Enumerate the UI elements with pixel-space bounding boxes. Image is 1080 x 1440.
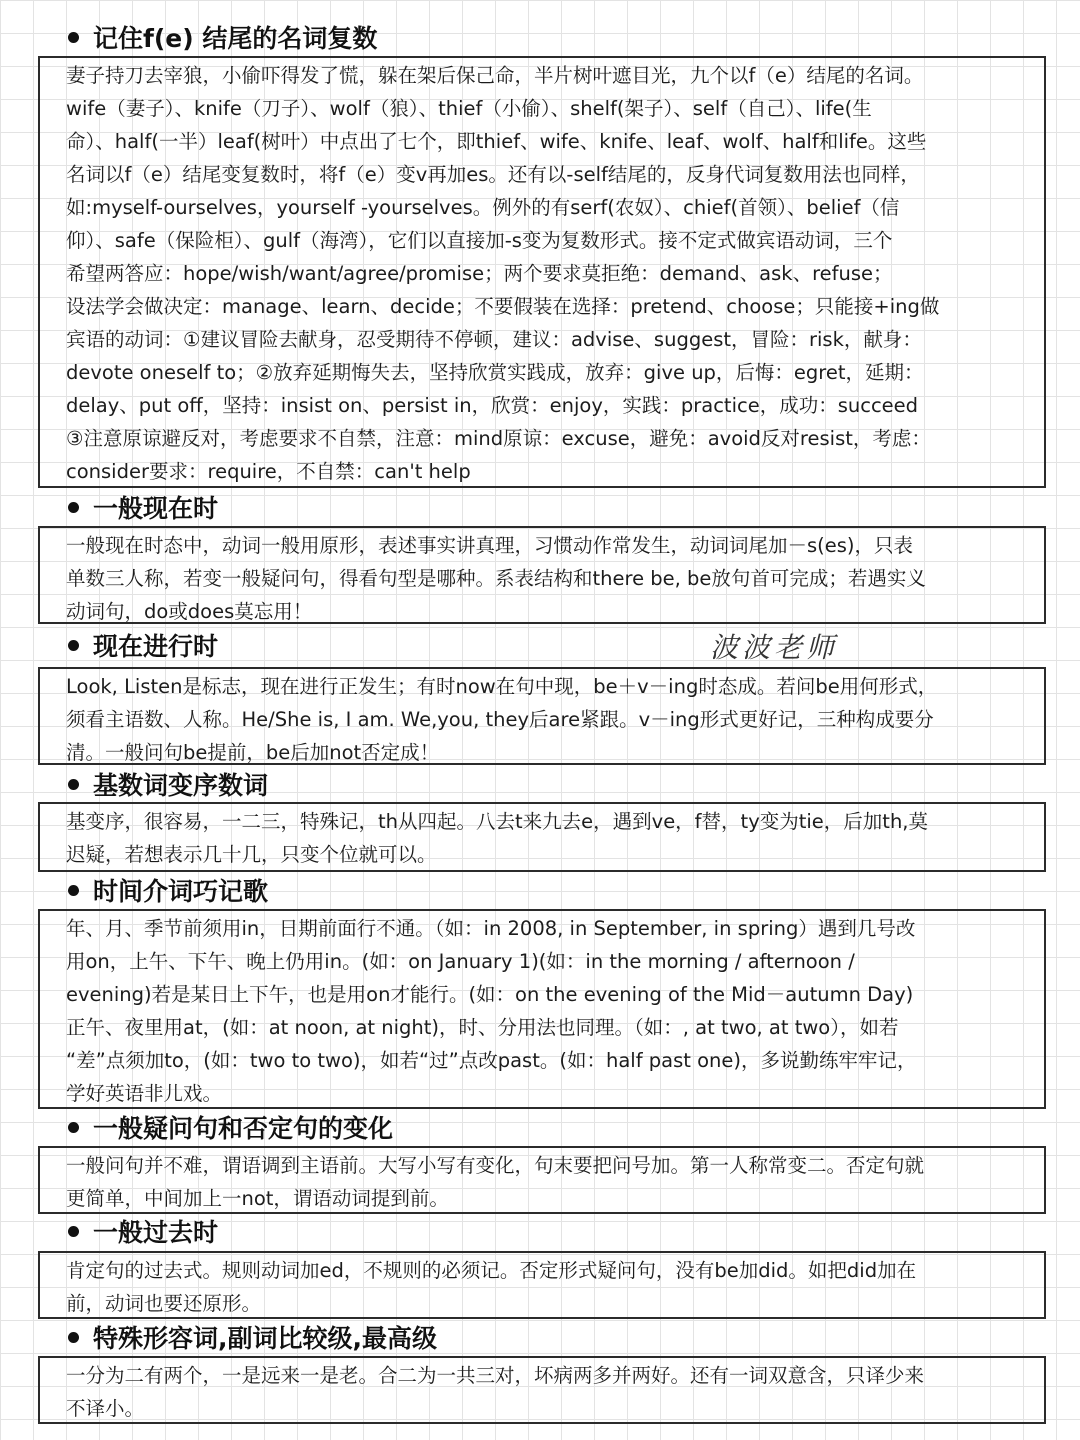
text-line: 单数三人称，若变一般疑问句，得看句型是哪种。系表结构和there be, be放句首可完成；若遇实义 (66, 567, 926, 590)
text-line: 一般问句并不难，谓语调到主语前。大写小写有变化，句末要把问号加。第一人称常变二。否定句就 (66, 1154, 925, 1177)
bullet-icon (68, 32, 79, 43)
section-title-text: 基数词变序数词 (93, 771, 269, 800)
section-title-ordinal-numbers (68, 766, 268, 802)
text-line: devote oneself to；②放弃延期悔失去，坚持欣赏实践成，放弃：give up，后悔：egret，延期： (66, 361, 924, 384)
text-line: 正午、夜里用at，(如：at noon, at night)，时、分用法也同理。（如：, at two, at two），如若 (66, 1016, 899, 1039)
text-line: 如:myself-ourselves，yourself -yourselves。例外的有serf(农奴）、chief(首领）、belief（信 (66, 196, 900, 219)
section-title-text: 特殊形容词,副词比较级,最高级 (93, 1324, 437, 1353)
section-box-comparatives (38, 1356, 1046, 1424)
bullet-icon (68, 502, 79, 513)
text-line: 须看主语数、人称。He/She is, I am. We,you, they后are紧跟。v－ing形式更好记，三种构成要分 (66, 708, 934, 731)
text-line: 基变序，很容易，一二三，特殊记，th从四起。八去t来九去e，遇到ve，f替，ty变为tie，后加th,莫 (66, 810, 928, 833)
section-title-text: 记住f(e) 结尾的名词复数 (93, 24, 378, 53)
section-title-text: 现在进行时 (93, 632, 219, 661)
text-line: 清。一般问句be提前，be后加not否定成！ (66, 741, 440, 764)
text-line: 妻子持刀去宰狼，小偷吓得发了慌，躲在架后保己命，半片树叶遮目光，九个以f（e）结尾的名词。 (66, 64, 924, 87)
bullet-icon (68, 1122, 79, 1133)
bullet-icon (68, 1332, 79, 1343)
text-line: evening)若是某日上下午，也是用on才能行。(如：on the evening of the Mid－autumn Day) (66, 983, 914, 1006)
section-box-time-prepositions (38, 909, 1046, 1109)
section-title-questions-negatives (68, 1109, 393, 1145)
text-line: 不译小。 (66, 1397, 145, 1420)
section-box-present-continuous (38, 667, 1046, 765)
text-line: “差”点须加to，(如：two to two)，如若“过”点改past。(如：half past one)，多说勤练牢牢记， (66, 1049, 917, 1072)
text-line: 一分为二有两个，一是远来一是老。合二为一共三对，坏病两多并两好。还有一词双意含，只译少来 (66, 1364, 925, 1387)
text-line: 更简单，中间加上一not，谓语动词提到前。 (66, 1187, 449, 1210)
text-line: Look, Listen是标志，现在进行正发生；有时now在句中现，be＋v－ing时态成。若问be用何形式， (66, 675, 938, 698)
section-title-f-plural (68, 19, 377, 55)
text-line: 用on，上午、下午、晚上仍用in。(如：on January 1)(如：in the morning / afternoon / (66, 950, 855, 973)
section-title-text: 一般疑问句和否定句的变化 (93, 1114, 394, 1143)
text-line: 动词句，do或does莫忘用！ (66, 600, 313, 623)
text-line: 仰）、safe（保险柜）、gulf（海湾），它们以直接加-s变为复数形式。接不定式做宾语动词，三个 (66, 229, 893, 252)
text-line: 前，动词也要还原形。 (66, 1292, 262, 1315)
text-line: ③注意原谅避反对，考虑要求不自禁，注意：mind原谅：excuse，避免：avoid反对resist，考虑： (66, 427, 931, 450)
text-line: 肯定句的过去式。规则动词加ed，不规则的必须记。否定形式疑问句，没有be加did。如把did加在 (66, 1259, 917, 1282)
text-line: delay、put off，坚持：insist on、persist in，欣赏：enjoy，实践：practice，成功：succeed (66, 394, 919, 417)
text-line: consider要求：require，不自禁：can't help (66, 460, 471, 483)
text-line: 年、月、季节前须用in，日期前面行不通。（如：in 2008, in September, in spring）遇到几号改 (66, 917, 916, 940)
section-title-simple-present (68, 489, 218, 525)
section-title-text: 一般过去时 (93, 1218, 219, 1247)
text-line: 一般现在时态中，动词一般用原形，表述事实讲真理，习惯动作常发生，动词词尾加－s(es)，只表 (66, 534, 914, 557)
text-line: 迟疑，若想表示几十几，只变个位就可以。 (66, 843, 437, 866)
section-title-comparatives (68, 1319, 437, 1355)
bullet-icon (68, 779, 79, 790)
section-box-questions-negatives (38, 1146, 1046, 1214)
text-line: 命）、half(一半）leaf(树叶）中点出了七个，即thief、wife、knife、leaf、wolf、half和life。这些 (66, 130, 927, 153)
section-title-text: 时间介词巧记歌 (93, 877, 269, 906)
text-line: 设法学会做决定：manage、learn、decide；不要假装在选择：pretend、choose；只能接+ing做 (66, 295, 940, 318)
section-title-simple-past (68, 1213, 218, 1249)
text-line: 希望两答应：hope/wish/want/agree/promise；两个要求莫拒绝：demand、ask、refuse； (66, 262, 893, 285)
bullet-icon (68, 1226, 79, 1237)
text-line: 学好英语非儿戏。 (66, 1082, 223, 1105)
section-title-time-prepositions (68, 872, 268, 908)
section-box-simple-past (38, 1251, 1046, 1319)
bullet-icon (68, 640, 79, 651)
text-line: 名词以f（e）结尾变复数时，将f（e）变v再加es。还有以-self结尾的，反身代词复数用法也同样， (66, 163, 920, 186)
text-line: 宾语的动词：①建议冒险去献身，忍受期待不停顿，建议：advise、suggest，冒险：risk，献身： (66, 328, 922, 351)
text-line: wife（妻子）、knife（刀子）、wolf（狼）、thief（小偷）、shelf(架子）、self（自己）、life(生 (66, 97, 872, 120)
section-box-f-plural (38, 56, 1046, 488)
signature: 波波老师 (710, 631, 839, 664)
bullet-icon (68, 885, 79, 896)
section-title-text: 一般现在时 (93, 494, 219, 523)
section-box-ordinal-numbers (38, 802, 1046, 872)
section-box-simple-present (38, 526, 1046, 624)
section-title-present-continuous (68, 627, 218, 663)
